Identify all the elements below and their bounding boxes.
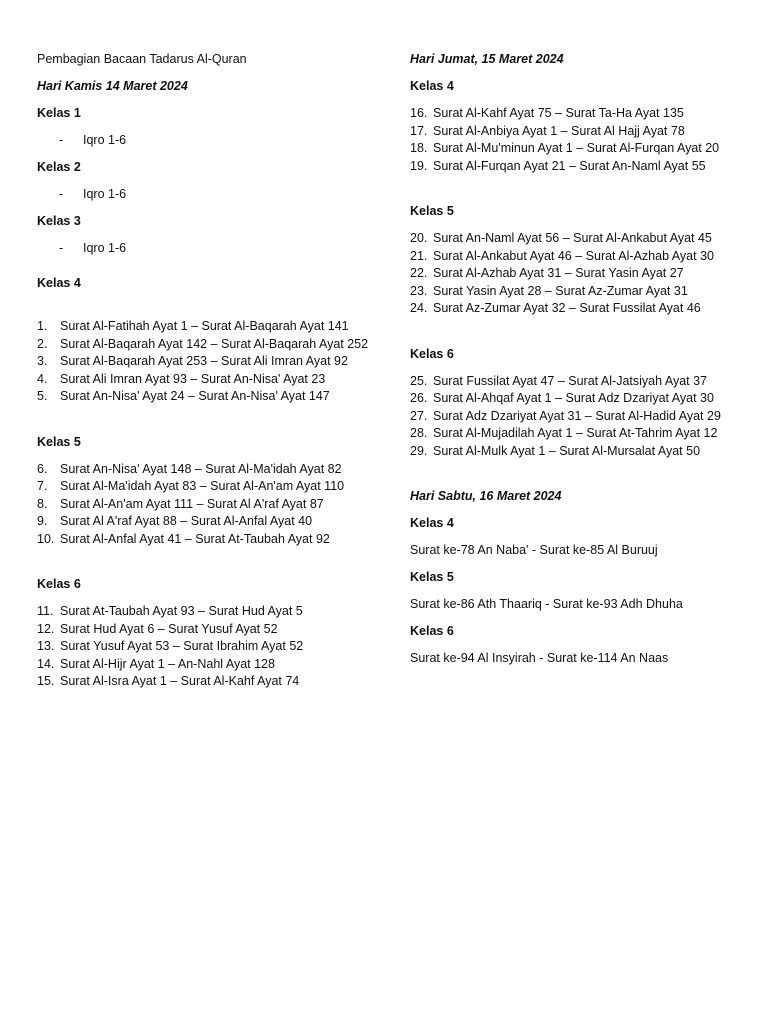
right-column	[410, 51, 750, 677]
list-item: 20. Surat An-Naml Ayat 56 – Surat Al-Ankabut Ayat 45	[410, 231, 712, 245]
jumat-kelas6-list	[410, 373, 750, 461]
kamis-kelas1-list	[37, 132, 372, 149]
list-item: 25. Surat Fussilat Ayat 47 – Surat Al-Jatsiyah Ayat 37	[410, 373, 707, 388]
list-item: 17. Surat Al-Anbiya Ayat 1 – Surat Al Hajj Ayat 78	[410, 123, 685, 138]
left-column	[37, 51, 372, 691]
kamis-kelas3-heading: Kelas 3	[37, 214, 81, 228]
list-item: - Iqro 1-6	[59, 241, 127, 255]
kamis-kelas5-list	[37, 461, 372, 549]
kamis-kelas2-heading: Kelas 2	[37, 160, 81, 174]
sabtu-kelas4-heading: Kelas 4	[410, 516, 454, 530]
list-item: 28. Surat Al-Mujadilah Ayat 1 – Surat At-Tahrim Ayat 12	[410, 426, 718, 440]
jumat-kelas5-heading: Kelas 5	[410, 204, 454, 218]
list-item: 4. Surat Ali Imran Ayat 93 – Surat An-Nisa' Ayat 23	[37, 371, 326, 386]
list-item: 10. Surat Al-Anfal Ayat 41 – Surat At-Taubah Ayat 92	[37, 531, 330, 546]
kamis-kelas6-heading: Kelas 6	[37, 577, 81, 591]
list-item: - Iqro 1-6	[59, 187, 127, 201]
list-item: 29. Surat Al-Mulk Ayat 1 – Surat Al-Mursalat Ayat 50	[410, 443, 701, 458]
list-item: 12. Surat Hud Ayat 6 – Surat Yusuf Ayat 52	[37, 621, 278, 636]
sabtu-kelas6-text: Surat ke-94 Al Insyirah - Surat ke-114 An Naas	[410, 651, 669, 665]
list-item: 15. Surat Al-Isra Ayat 1 – Surat Al-Kahf Ayat 74	[37, 674, 300, 688]
list-item: 19. Surat Al-Furqan Ayat 21 – Surat An-Naml Ayat 55	[410, 158, 706, 173]
list-item: 18. Surat Al-Mu'minun Ayat 1 – Surat Al-Furqan Ayat 20	[410, 141, 720, 155]
list-item: 11. Surat At-Taubah Ayat 93 – Surat Hud Ayat 5	[37, 604, 303, 618]
kamis-kelas4-list	[37, 318, 372, 406]
list-item: 1. Surat Al-Fatihah Ayat 1 – Surat Al-Baqarah Ayat 141	[37, 319, 349, 333]
kamis-kelas1-heading: Kelas 1	[37, 106, 81, 120]
document-title: Pembagian Bacaan Tadarus Al-Quran	[37, 52, 247, 66]
list-item: 21. Surat Al-Ankabut Ayat 46 – Surat Al-Azhab Ayat 30	[410, 248, 714, 263]
kamis-kelas2-list	[37, 186, 372, 203]
list-item: 26. Surat Al-Ahqaf Ayat 1 – Surat Adz Dzariyat Ayat 30	[410, 391, 714, 405]
list-item: 23. Surat Yasin Ayat 28 – Surat Az-Zumar Ayat 31	[410, 283, 688, 298]
jumat-kelas5-list	[410, 230, 750, 318]
day-heading-kamis: Hari Kamis 14 Maret 2024	[37, 79, 188, 93]
list-item: 2. Surat Al-Baqarah Ayat 142 – Surat Al-Baqarah Ayat 252	[37, 336, 369, 351]
list-item: 22. Surat Al-Azhab Ayat 31 – Surat Yasin Ayat 27	[410, 266, 684, 280]
list-item: 27. Surat Adz Dzariyat Ayat 31 – Surat Al-Hadid Ayat 29	[410, 408, 721, 423]
list-item: - Iqro 1-6	[59, 133, 127, 147]
list-item: 24. Surat Az-Zumar Ayat 32 – Surat Fussilat Ayat 46	[410, 301, 701, 315]
list-item: 9. Surat Al A'raf Ayat 88 – Surat Al-Anfal Ayat 40	[37, 514, 313, 528]
list-item: 6. Surat An-Nisa' Ayat 148 – Surat Al-Ma'idah Ayat 82	[37, 461, 342, 476]
sabtu-kelas4-text: Surat ke-78 An Naba' - Surat ke-85 Al Buruuj	[410, 543, 658, 557]
jumat-kelas4-heading: Kelas 4	[410, 79, 454, 93]
kamis-kelas3-list	[37, 240, 372, 257]
list-item: 8. Surat Al-An'am Ayat 111 – Surat Al A'raf Ayat 87	[37, 496, 324, 511]
jumat-kelas6-heading: Kelas 6	[410, 346, 454, 361]
jumat-kelas4-list	[410, 105, 750, 175]
sabtu-kelas6-heading: Kelas 6	[410, 624, 454, 638]
list-item: 14. Surat Al-Hijr Ayat 1 – An-Nahl Ayat 128	[37, 656, 275, 671]
day-heading-sabtu: Hari Sabtu, 16 Maret 2024	[410, 489, 562, 503]
list-item: 5. Surat An-Nisa' Ayat 24 – Surat An-Nisa' Ayat 147	[37, 389, 330, 403]
list-item: 13. Surat Yusuf Ayat 53 – Surat Ibrahim Ayat 52	[37, 639, 304, 653]
list-item: 3. Surat Al-Baqarah Ayat 253 – Surat Ali Imran Ayat 92	[37, 354, 348, 368]
list-item: 7. Surat Al-Ma'idah Ayat 83 – Surat Al-An'am Ayat 110	[37, 479, 345, 493]
kamis-kelas5-heading: Kelas 5	[37, 434, 81, 449]
sabtu-kelas5-heading: Kelas 5	[410, 570, 454, 584]
kamis-kelas6-list	[37, 603, 372, 691]
sabtu-kelas5-text: Surat ke-86 Ath Thaariq - Surat ke-93 Adh Dhuha	[410, 597, 683, 611]
list-item: 16. Surat Al-Kahf Ayat 75 – Surat Ta-Ha Ayat 135	[410, 106, 684, 120]
kamis-kelas4-heading: Kelas 4	[37, 276, 81, 290]
day-heading-jumat: Hari Jumat, 15 Maret 2024	[410, 52, 564, 66]
